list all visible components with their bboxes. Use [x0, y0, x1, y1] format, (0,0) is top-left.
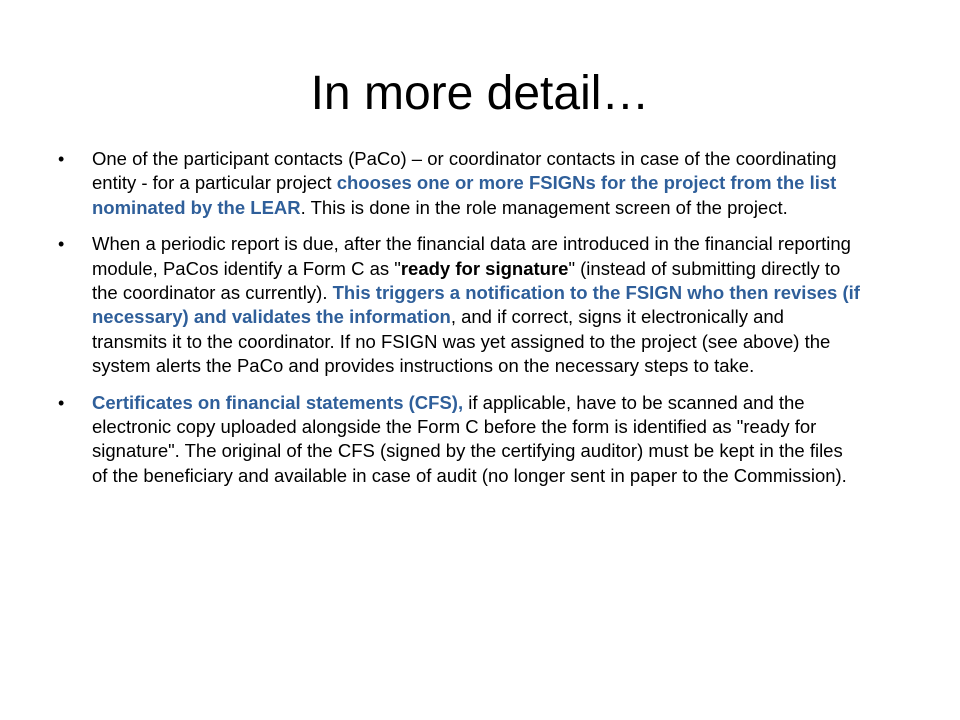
bullet-1-text: One of the participant contacts (PaCo) – or coordinator contacts in case of the coordinating entity - for a particular project [92, 148, 837, 194]
bullet-1-text-end: . This is done in the role management screen of the project. [300, 196, 788, 218]
slide-title: In more detail… [310, 67, 650, 120]
bullet-2-text: When a periodic report is due, after the financial data are introduced in the financial reporting module, PaCos identify a Form C as " [92, 233, 851, 279]
bullet-dot-icon: • [58, 149, 65, 169]
bullet-list [52, 147, 862, 500]
bullet-2-highlight: This triggers a notification to the FSIGN who then revises (if necessary) and validates the information [92, 282, 860, 328]
bullet-3-highlight: Certificates on financial statements (CFS), [92, 391, 464, 413]
bullet-3-text: if applicable, have to be scanned and the electronic copy uploaded alongside the Form C before the form is identified as "ready for signature". The original of the CFS (signed by the certifying auditor) must be kept in the files of the beneficiary and available in case of audit (no longer sent in paper to the Commission). [92, 391, 847, 486]
bullet-item-cfs [52, 391, 862, 489]
bullet-item-periodic-report [52, 232, 862, 378]
bullet-dot-icon: • [58, 392, 65, 413]
bullet-item-paco-fsign [52, 147, 862, 220]
bullet-2-text-end: , and if correct, signs it electronically and transmits it to the coordinator. If no FSIGN was yet assigned to the project (see above) the system alerts the PaCo and provides instructions on the necessary steps to take. [92, 306, 831, 377]
bullet-2-bold-phrase: ready for signature [400, 257, 569, 279]
bullet-2-text-mid: " (instead of submitting directly to the coordinator as currently). [92, 257, 841, 304]
bullet-dot-icon: • [58, 234, 65, 255]
bullet-1-highlight: chooses one or more FSIGNs for the project from the list nominated by the LEAR [92, 172, 837, 218]
